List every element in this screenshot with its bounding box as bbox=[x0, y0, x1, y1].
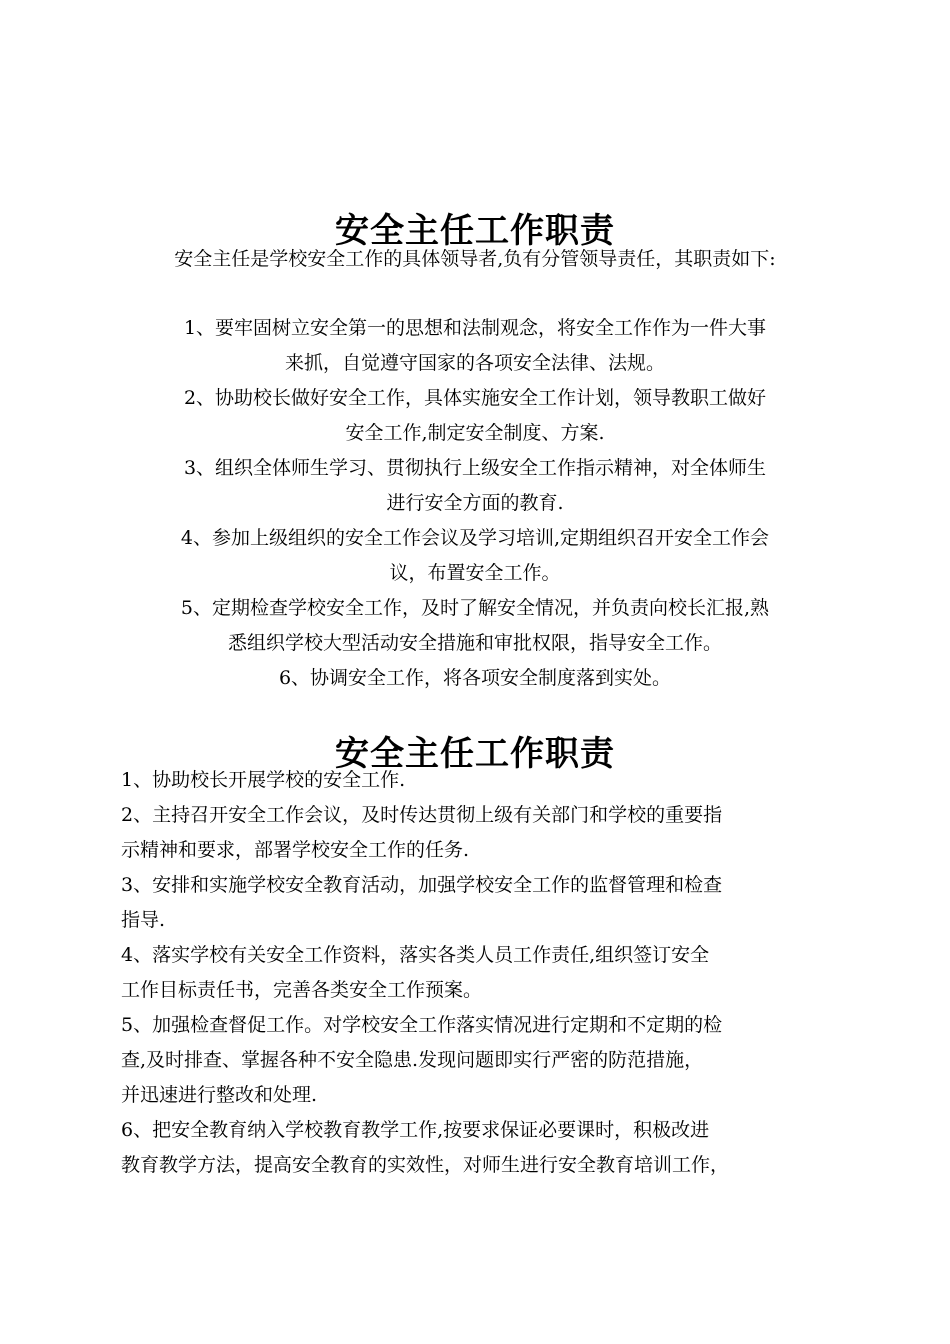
duty-line: 指导. bbox=[121, 909, 166, 931]
duty-line: 教育教学方法，提高安全教育的实效性，对师生进行安全教育培训工作， bbox=[121, 1154, 730, 1176]
duty-line: 并迅速进行整改和处理. bbox=[121, 1084, 318, 1106]
duty-line: 3、安排和实施学校安全教育活动，加强学校安全工作的监督管理和检查 bbox=[121, 874, 723, 896]
duty-line: 来抓，自觉遵守国家的各项安全法律、法规。 bbox=[284, 352, 665, 374]
duty-line: 示精神和要求，部署学校安全工作的任务. bbox=[121, 839, 470, 861]
duty-line: 3、组织全体师生学习、贯彻执行上级安全工作指示精神，对全体师生 bbox=[183, 457, 767, 479]
duty-line: 查,及时排查、掌握各种不安全隐患.发现问题即实行严密的防范措施， bbox=[121, 1049, 704, 1071]
section-1-intro: 安全主任是学校安全工作的具体领导者,负有分管领导责任，其职责如下: bbox=[174, 248, 776, 270]
duty-line: 5、定期检查学校安全工作，及时了解安全情况，并负责向校长汇报,熟 bbox=[180, 597, 770, 619]
duty-line: 工作目标责任书，完善各类安全工作预案。 bbox=[121, 979, 483, 1001]
duty-line: 议，布置安全工作。 bbox=[389, 562, 561, 584]
section-2-title: 安全主任工作职责 bbox=[335, 733, 615, 774]
duty-line: 1、协助校长开展学校的安全工作. bbox=[121, 769, 406, 791]
duty-line: 悉组织学校大型活动安全措施和审批权限，指导安全工作。 bbox=[227, 632, 722, 654]
duty-line: 2、主持召开安全工作会议，及时传达贯彻上级有关部门和学校的重要指 bbox=[121, 804, 723, 826]
section-1-duties bbox=[0, 311, 950, 696]
duty-line: 安全工作,制定安全制度、方案. bbox=[345, 422, 605, 444]
duty-line: 1、要牢固树立安全第一的思想和法制观念，将安全工作作为一件大事 bbox=[183, 317, 767, 339]
duty-line: 4、落实学校有关安全工作资料，落实各类人员工作责任,组织签订安全 bbox=[121, 944, 710, 966]
section-1-title: 安全主任工作职责 bbox=[335, 210, 615, 251]
duty-line: 2、协助校长做好安全工作，具体实施安全工作计划，领导教职工做好 bbox=[183, 387, 767, 409]
duty-line: 进行安全方面的教育. bbox=[386, 492, 564, 514]
duty-line: 4、参加上级组织的安全工作会议及学习培训,定期组织召开安全工作会 bbox=[180, 527, 770, 549]
duty-line: 5、加强检查督促工作。对学校安全工作落实情况进行定期和不定期的检 bbox=[121, 1014, 723, 1036]
duty-line: 6、把安全教育纳入学校教育教学工作,按要求保证必要课时，积极改进 bbox=[121, 1119, 710, 1141]
duty-line: 6、协调安全工作，将各项安全制度落到实处。 bbox=[278, 667, 672, 689]
section-2-duties bbox=[121, 763, 851, 1183]
